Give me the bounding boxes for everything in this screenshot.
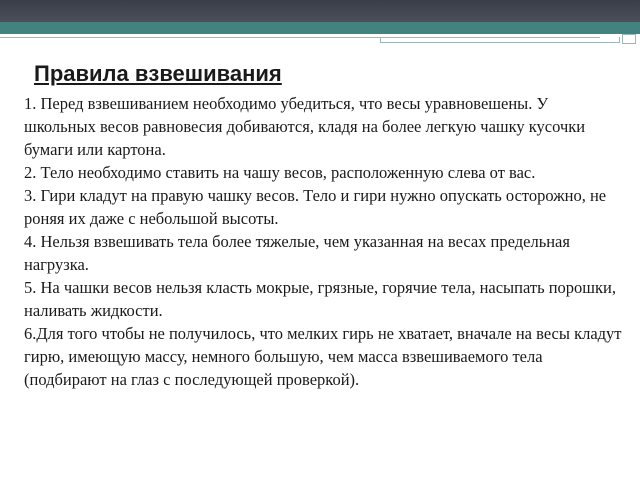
rule-1: 1. Перед взвешиванием необходимо убедиться, что весы уравновешены. У школьных весов равновесия добиваются, кладя на более легкую чашку кусочки бумаги или картона. [24,94,586,159]
rule-4: 4. Нельзя взвешивать тела более тяжелые, чем указанная на весах предельная нагрузка. [24,232,570,274]
rule-2: 2. Тело необходимо ставить на чашу весов, расположенную слева от вас. [24,163,536,182]
page-title [24,60,624,88]
slide-content [24,60,624,391]
header-decor-lines [0,34,640,46]
rule-3: 3. Гири кладут на правую чашку весов. Тело и гири нужно опускать осторожно, не роняя их даже с небольшой высоты. [24,186,607,228]
header-band-teal [0,22,640,34]
header-band-dark [0,0,640,22]
rule-5: 5. На чашки весов нельзя класть мокрые, грязные, горячие тела, насыпать порошки, наливать жидкости. [24,278,616,320]
rule-6: 6.Для того чтобы не получилось, что мелких гирь не хватает, вначале на весы кладут гирю, имеющую массу, немного большую, чем масса взвешиваемого тела (подбирают на глаз с последующей проверкой). [24,324,622,389]
page-title-text: Правила взвешивания [34,61,282,86]
